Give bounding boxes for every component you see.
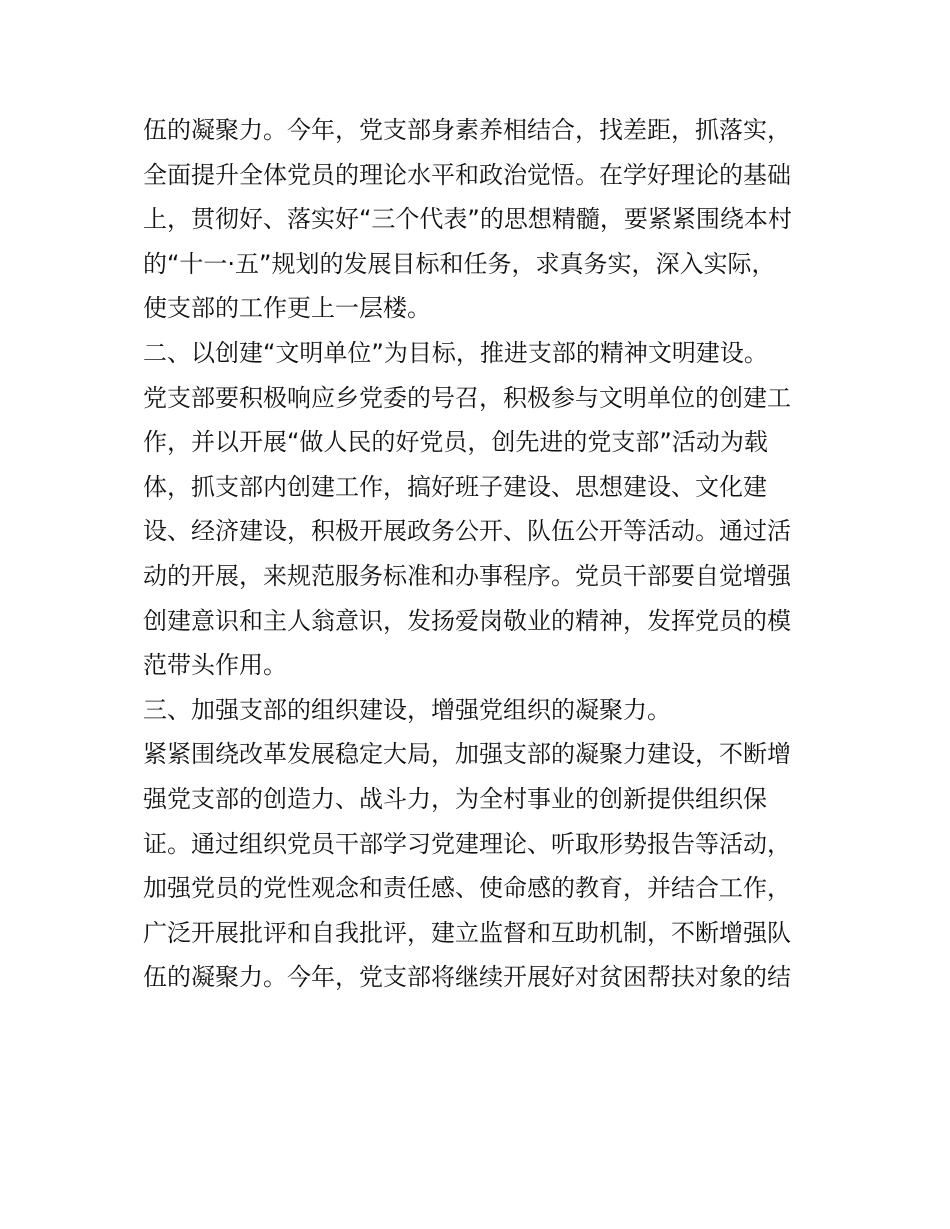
text-line: 的“十一·五”规划的发展目标和任务，求真务实，深入实际， [143, 249, 776, 278]
text-line: 上，贯彻好、落实好“三个代表”的思想精髓，要紧紧围绕本村 [143, 205, 792, 234]
text-line: 体，抓支部内创建工作，搞好班子建设、思想建设、文化建 [143, 472, 767, 501]
text-line: 证。通过组织党员干部学习党建理论、听取形势报告等活动， [143, 829, 791, 858]
text-line: 加强党员的党性观念和责任感、使命感的教育，并结合工作， [143, 874, 791, 903]
text-line: 设、经济建设，积极开展政务公开、队伍公开等活动。通过活 [143, 517, 791, 546]
text-line: 全面提升全体党员的理论水平和政治觉悟。在学好理论的基础 [143, 160, 791, 189]
text-line: 强党支部的创造力、战斗力，为全村事业的创新提供组织保 [143, 784, 767, 813]
text-line: 伍的凝聚力。今年，党支部身素养相结合，找差距，抓落实， [143, 116, 791, 144]
text-line: 范带头作用。 [143, 651, 287, 680]
text-line: 党支部要积极响应乡党委的号召，积极参与文明单位的创建工 [143, 383, 791, 412]
text-line: 伍的凝聚力。今年，党支部将继续开展好对贫困帮扶对象的结 [143, 963, 791, 992]
section-heading-2: 二、以创建“文明单位”为目标，推进支部的精神文明建设。 [143, 338, 768, 367]
text-line: 广泛开展批评和自我批评，建立监督和互助机制，不断增强队 [143, 918, 791, 947]
text-line: 创建意识和主人翁意识，发扬爱岗敬业的精神，发挥党员的模 [143, 606, 791, 635]
text-line: 动的开展，来规范服务标准和办事程序。党员干部要自觉增强 [143, 561, 791, 590]
text-line: 使支部的工作更上一层楼。 [143, 294, 431, 323]
section-heading-3: 三、加强支部的组织建设，增强党组织的凝聚力。 [143, 695, 671, 724]
text-line: 紧紧围绕改革发展稳定大局，加强支部的凝聚力建设，不断增 [143, 740, 791, 769]
text-line: 作，并以开展“做人民的好党员，创先进的党支部”活动为载 [143, 428, 768, 457]
document-body [143, 108, 823, 1000]
